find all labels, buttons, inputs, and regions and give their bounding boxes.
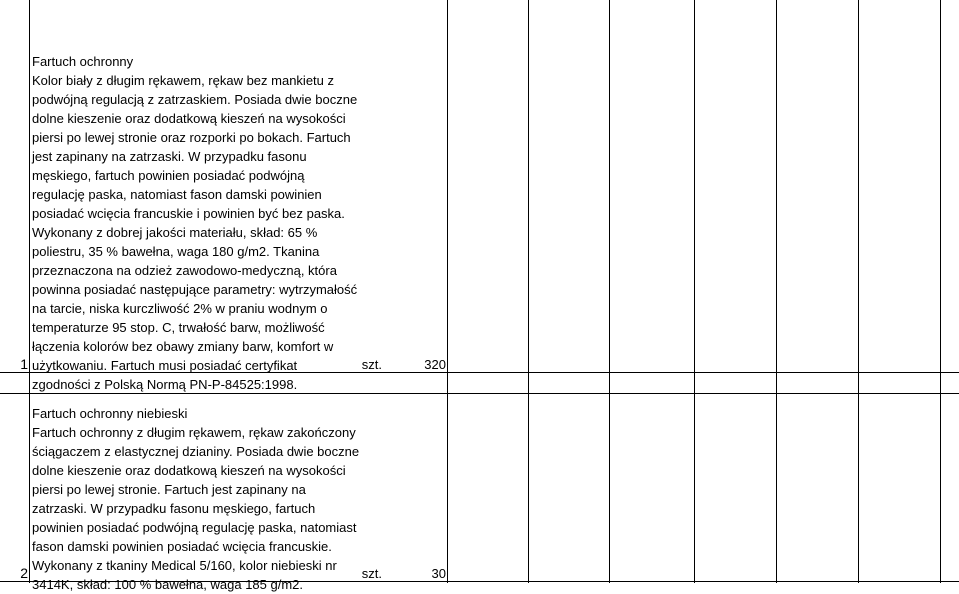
description-line: przeznaczona na odzież zawodowo-medyczną, która [32,263,337,278]
description-line: dolne kieszenie oraz dodatkową kieszeń na wysokości [32,463,346,478]
description-line: zatrzaski. W przypadku fasonu męskiego, fartuch [32,501,316,516]
description-line: temperaturze 95 stop. C, trwałość barw, możliwość [32,320,325,335]
description-line: Fartuch ochronny z długim rękawem, rękaw zakończony [32,425,356,440]
description-line: jest zapinany na zatrzaski. W przypadku fasonu [32,149,307,164]
item-description [32,404,360,594]
column-divider [776,0,777,583]
row-number: 1 [20,356,28,372]
item-description [32,52,358,394]
column-divider [29,0,30,583]
description-line: użytkowaniu. Fartuch musi posiadać certyfikat [32,358,298,373]
description-line: posiadać wcięcia francuskie i powinien być bez paska. [32,206,345,221]
description-line: łączenia kolorów bez obawy zmiany barw, komfort w [32,339,334,354]
unit-cell: szt. [361,566,382,581]
quantity-cell: 320 [424,357,446,372]
column-divider [528,0,529,583]
item-title: Fartuch ochronny [32,54,134,69]
description-line: fason damski powinien posiadać wcięcia francuskie. [32,539,332,554]
description-line: 3414K, skład: 100 % bawełna, waga 185 g/m2. [32,577,304,592]
description-line: podwójną regulacją z zatrzaskiem. Posiada dwie boczne [32,92,358,107]
description-line: piersi po lewej stronie. Fartuch jest zapinany na [32,482,306,497]
item-title: Fartuch ochronny niebieski [32,406,188,421]
description-line: regulację paska, natomiast fason damski powinien [32,187,322,202]
description-line: na tarcie, niska kurczliwość 2% w praniu wodnym o [32,301,328,316]
description-line: poliestru, 35 % bawełna, waga 180 g/m2. Tkanina [32,244,320,259]
column-divider [694,0,695,583]
description-line: męskiego, fartuch powinien posiadać podwójną [32,168,305,183]
column-divider [609,0,610,583]
description-line: ściągaczem z elastycznej dzianiny. Posiada dwie boczne [32,444,360,459]
description-line: dolne kieszenie oraz dodatkową kieszeń na wysokości [32,111,346,126]
column-divider [940,0,941,583]
description-line: piersi po lewej stronie oraz rozporki po bokach. Fartuch [32,130,351,145]
description-line: powinna posiadać następujące parametry: wytrzymałość [32,282,358,297]
row-number: 2 [20,565,28,581]
column-divider [447,0,448,583]
description-line: Wykonany z tkaniny Medical 5/160, kolor niebieski nr [32,558,337,573]
description-line: Kolor biały z długim rękawem, rękaw bez mankietu z [32,73,335,88]
description-line: zgodności z Polską Normą PN-P-84525:1998. [32,377,298,392]
column-divider [858,0,859,583]
description-line: Wykonany z dobrej jakości materiału, skład: 65 % [32,225,318,240]
quantity-cell: 30 [431,566,446,581]
unit-cell: szt. [361,357,382,372]
description-line: powinien posiadać podwójną regulację paska, natomiast [32,520,357,535]
